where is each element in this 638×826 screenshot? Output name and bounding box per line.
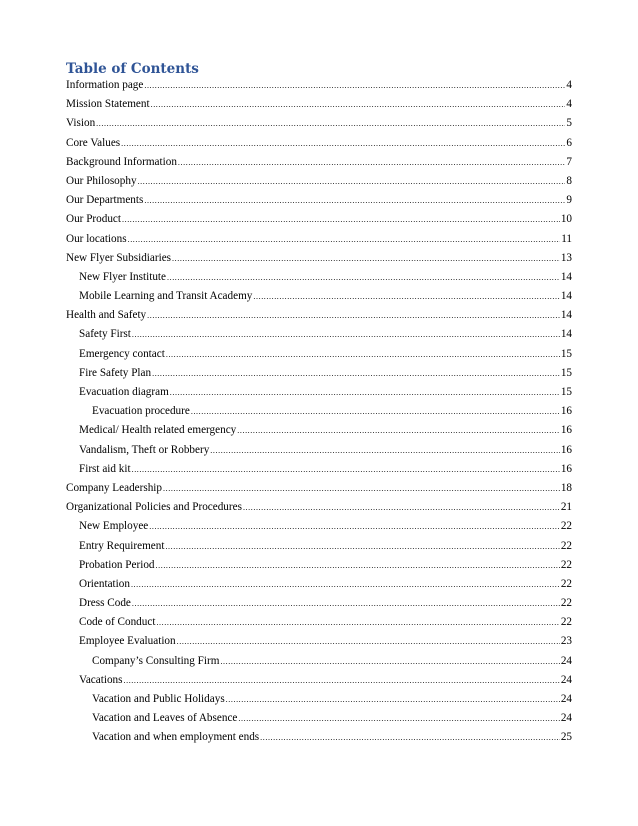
- toc-entry[interactable]: [66, 137, 572, 156]
- toc-entry-title[interactable]: New Employee: [79, 520, 149, 533]
- toc-dot-leader: [152, 369, 560, 378]
- toc-entry-page-number[interactable]: 22: [560, 558, 572, 571]
- toc-entry-title[interactable]: First aid kit: [79, 462, 131, 475]
- toc-entry-title[interactable]: Mission Statement: [66, 98, 150, 111]
- toc-entry-title[interactable]: Background Information: [66, 155, 177, 168]
- toc-entry-page-number[interactable]: 8: [566, 174, 572, 187]
- toc-entry-page-number[interactable]: 24: [560, 673, 572, 686]
- toc-entry-page-number[interactable]: 23: [560, 635, 572, 648]
- toc-entry-page-number[interactable]: 16: [560, 405, 572, 418]
- toc-dot-leader: [177, 637, 560, 646]
- toc-entry-page-number[interactable]: 5: [566, 117, 572, 130]
- toc-dot-leader: [243, 503, 560, 512]
- toc-dot-leader: [156, 561, 560, 570]
- toc-entry-title[interactable]: Probation Period: [79, 558, 155, 571]
- toc-entry-page-number[interactable]: 7: [566, 155, 572, 168]
- toc-entry[interactable]: [66, 482, 572, 501]
- toc-entry-page-number[interactable]: 22: [560, 520, 572, 533]
- toc-entry-page-number[interactable]: 9: [566, 194, 572, 207]
- toc-entry-title[interactable]: Company’s Consulting Firm: [92, 654, 220, 667]
- toc-entry[interactable]: [66, 520, 572, 539]
- toc-entry-title[interactable]: Our locations: [66, 232, 127, 245]
- toc-dot-leader: [132, 599, 560, 608]
- toc-heading: Table of Contents: [66, 61, 199, 77]
- toc-entry-title[interactable]: Medical/ Health related emergency: [79, 424, 237, 437]
- toc-entry-title[interactable]: Evacuation procedure: [92, 405, 190, 418]
- toc-entry-page-number[interactable]: 15: [560, 366, 572, 379]
- toc-entry[interactable]: [66, 79, 572, 98]
- toc-entry[interactable]: [66, 540, 572, 559]
- toc-entry-title[interactable]: Vision: [66, 117, 96, 130]
- toc-dot-leader: [156, 618, 559, 627]
- toc-dot-leader: [147, 311, 560, 320]
- toc-entry[interactable]: [66, 348, 572, 367]
- toc-dot-leader: [178, 158, 565, 167]
- toc-entry[interactable]: [66, 98, 572, 117]
- toc-entry-page-number[interactable]: 15: [560, 347, 572, 360]
- toc-dot-leader: [210, 446, 560, 455]
- toc-entry[interactable]: [66, 616, 572, 635]
- toc-list: [66, 79, 572, 751]
- toc-entry-page-number[interactable]: 22: [560, 616, 572, 629]
- toc-entry-title[interactable]: Vacation and Public Holidays: [92, 693, 225, 705]
- toc-entry-title[interactable]: Vacation and Leaves of Absence: [92, 712, 238, 725]
- toc-entry-title[interactable]: Organizational Policies and Procedures: [66, 501, 242, 514]
- toc-entry-title[interactable]: Employee Evaluation: [79, 635, 176, 648]
- toc-dot-leader: [151, 100, 566, 109]
- toc-entry[interactable]: [66, 463, 572, 482]
- toc-entry-title[interactable]: Our Departments: [66, 194, 144, 207]
- toc-entry[interactable]: [66, 674, 572, 693]
- toc-entry[interactable]: [66, 655, 572, 674]
- toc-entry[interactable]: [66, 693, 572, 712]
- toc-entry-title[interactable]: Health and Safety: [66, 309, 147, 322]
- toc-entry[interactable]: [66, 444, 572, 463]
- toc-entry[interactable]: [66, 712, 572, 731]
- toc-dot-leader: [128, 235, 561, 244]
- toc-entry-title[interactable]: Evacuation diagram: [79, 386, 169, 398]
- toc-entry-page-number[interactable]: 22: [560, 539, 572, 552]
- toc-entry-page-number[interactable]: 6: [566, 136, 572, 149]
- toc-entry[interactable]: [66, 156, 572, 175]
- toc-entry-page-number[interactable]: 16: [560, 462, 572, 475]
- toc-entry-page-number[interactable]: 24: [560, 693, 572, 705]
- toc-dot-leader: [253, 292, 559, 301]
- toc-entry-page-number[interactable]: 15: [560, 386, 572, 398]
- toc-entry-page-number[interactable]: 10: [560, 213, 572, 226]
- toc-entry-page-number[interactable]: 14: [560, 309, 572, 322]
- toc-dot-leader: [131, 580, 560, 589]
- toc-entry-title[interactable]: Information page: [66, 79, 144, 91]
- toc-entry-page-number[interactable]: 16: [560, 424, 572, 437]
- toc-entry[interactable]: [66, 597, 572, 616]
- toc-entry[interactable]: [66, 424, 572, 443]
- toc-entry[interactable]: [66, 252, 572, 271]
- toc-dot-leader: [121, 139, 565, 148]
- toc-entry[interactable]: [66, 271, 572, 290]
- toc-dot-leader: [132, 465, 560, 474]
- toc-dot-leader: [170, 388, 560, 397]
- toc-entry-page-number[interactable]: 4: [566, 79, 572, 91]
- toc-entry-page-number[interactable]: 14: [560, 328, 572, 341]
- toc-dot-leader: [163, 484, 560, 493]
- toc-entry[interactable]: [66, 559, 572, 578]
- toc-entry-title[interactable]: Dress Code: [79, 597, 131, 610]
- toc-entry[interactable]: [66, 194, 572, 213]
- toc-entry[interactable]: [66, 367, 572, 386]
- toc-entry-title[interactable]: Emergency contact: [79, 347, 165, 360]
- toc-entry-title[interactable]: Vacations: [79, 673, 123, 686]
- toc-entry[interactable]: [66, 386, 572, 405]
- toc-entry-page-number[interactable]: 11: [561, 232, 572, 245]
- toc-dot-leader: [149, 522, 560, 531]
- toc-entry[interactable]: [66, 328, 572, 347]
- toc-entry-page-number[interactable]: 13: [560, 251, 572, 264]
- toc-entry[interactable]: [66, 213, 572, 232]
- toc-entry-page-number[interactable]: 14: [560, 290, 572, 303]
- toc-entry[interactable]: [66, 117, 572, 136]
- toc-dot-leader: [220, 657, 559, 666]
- toc-entry-title[interactable]: Safety First: [79, 328, 131, 341]
- toc-dot-leader: [166, 350, 560, 359]
- toc-entry-page-number[interactable]: 16: [560, 443, 572, 456]
- toc-entry[interactable]: [66, 233, 572, 252]
- toc-entry-page-number[interactable]: 25: [560, 731, 572, 744]
- toc-entry-page-number[interactable]: 24: [560, 654, 572, 667]
- toc-entry-title[interactable]: Mobile Learning and Transit Academy: [79, 290, 253, 303]
- toc-entry-title[interactable]: Orientation: [79, 577, 130, 590]
- toc-entry-page-number[interactable]: 22: [560, 597, 572, 610]
- toc-entry[interactable]: [66, 309, 572, 328]
- toc-entry-title[interactable]: New Flyer Institute: [79, 270, 166, 283]
- toc-entry-page-number[interactable]: 22: [560, 577, 572, 590]
- toc-entry-page-number[interactable]: 14: [560, 270, 572, 283]
- toc-dot-leader: [226, 695, 560, 704]
- toc-entry[interactable]: [66, 731, 572, 750]
- toc-entry-title[interactable]: Our Philosophy: [66, 174, 137, 187]
- toc-dot-leader: [122, 215, 560, 224]
- toc-dot-leader: [132, 330, 560, 339]
- toc-entry-page-number[interactable]: 4: [566, 98, 572, 111]
- toc-entry-page-number[interactable]: 24: [560, 712, 572, 725]
- toc-entry-title[interactable]: New Flyer Subsidiaries: [66, 251, 172, 264]
- toc-entry[interactable]: [66, 175, 572, 194]
- toc-entry-title[interactable]: Our Product: [66, 213, 121, 226]
- toc-dot-leader: [167, 273, 560, 282]
- toc-entry-title[interactable]: Core Values: [66, 136, 121, 149]
- toc-dot-leader: [165, 542, 559, 551]
- toc-dot-leader: [260, 733, 560, 742]
- toc-entry[interactable]: [66, 405, 572, 424]
- toc-entry[interactable]: [66, 501, 572, 520]
- toc-entry-title[interactable]: Vandalism, Theft or Robbery: [79, 443, 210, 456]
- toc-entry[interactable]: [66, 578, 572, 597]
- toc-dot-leader: [96, 119, 565, 128]
- toc-dot-leader: [172, 254, 560, 263]
- toc-entry-page-number[interactable]: 18: [560, 481, 572, 494]
- toc-entry-title[interactable]: Company Leadership: [66, 481, 163, 494]
- toc-dot-leader: [138, 177, 566, 186]
- toc-dot-leader: [191, 407, 560, 416]
- toc-entry-title[interactable]: Code of Conduct: [79, 616, 156, 629]
- toc-entry-title[interactable]: Fire Safety Plan: [79, 366, 152, 379]
- toc-dot-leader: [238, 714, 559, 723]
- toc-dot-leader: [124, 676, 560, 685]
- toc-entry[interactable]: [66, 635, 572, 654]
- toc-entry-page-number[interactable]: 21: [560, 501, 572, 514]
- toc-dot-leader: [144, 196, 565, 205]
- toc-entry[interactable]: [66, 290, 572, 309]
- toc-entry-title[interactable]: Entry Requirement: [79, 539, 165, 552]
- toc-dot-leader: [237, 426, 560, 435]
- toc-entry-title[interactable]: Vacation and when employment ends: [92, 731, 260, 744]
- toc-dot-leader: [144, 81, 565, 90]
